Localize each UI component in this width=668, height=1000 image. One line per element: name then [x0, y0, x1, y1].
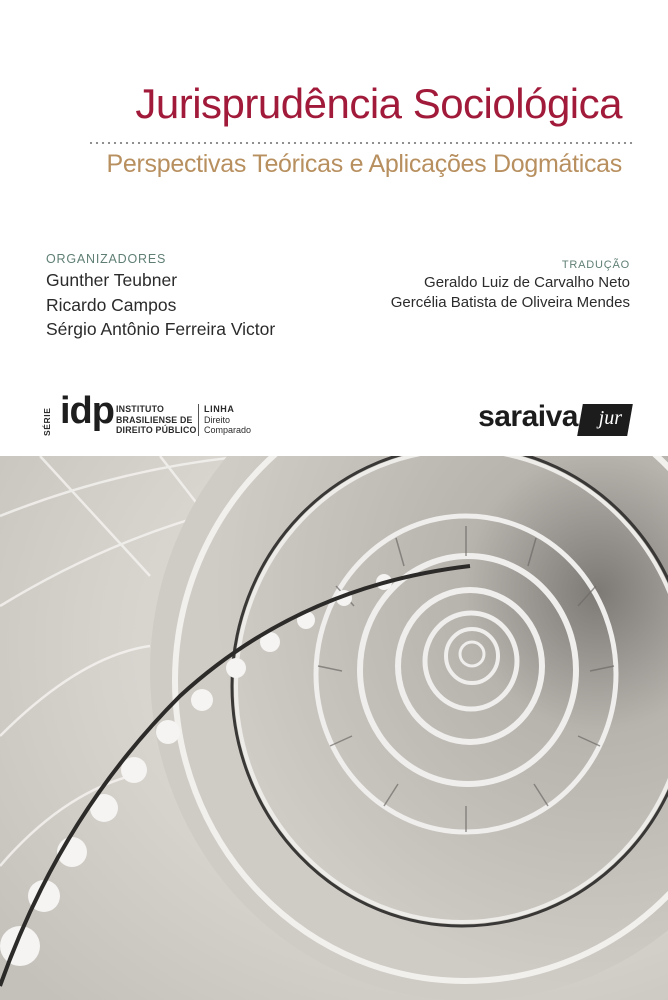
translator-name: Geraldo Luiz de Carvalho Neto — [424, 274, 630, 291]
serie-label: SÉRIE — [42, 407, 52, 436]
organizer-name: Gunther Teubner — [46, 270, 178, 290]
spiral-staircase-photo — [0, 456, 668, 1000]
series-divider — [198, 404, 199, 436]
institute-line: BRASILIENSE DE — [116, 414, 193, 425]
jur-tag: jur — [598, 407, 622, 429]
translators-list — [391, 273, 630, 313]
translator-name: Gercélia Batista de Oliveira Mendes — [390, 294, 630, 311]
institute-line: DIREITO PÚBLICO — [116, 425, 197, 435]
idp-logo: idp — [60, 390, 114, 432]
organizer-name: Sérgio Antônio Ferreira Victor — [46, 319, 276, 339]
translation-label: TRADUÇÃO — [561, 259, 630, 271]
book-subtitle: Perspectivas Teóricas e Aplicações Dogmáticas — [106, 150, 622, 178]
publisher-logo — [450, 398, 630, 438]
linha-line: Comparado — [204, 425, 252, 435]
linha-line: Direito — [204, 414, 231, 425]
series-logo — [42, 390, 262, 440]
publisher-word: saraiva — [478, 400, 578, 433]
linha-label: LINHA — [204, 404, 235, 414]
institute-name — [116, 404, 197, 436]
book-title: Jurisprudência Sociológica — [135, 80, 622, 127]
linha-block — [204, 404, 251, 436]
institute-line: INSTITUTO — [116, 404, 165, 414]
organizers-label: ORGANIZADORES — [46, 252, 167, 266]
title-dotted-divider — [88, 142, 634, 144]
organizers-list — [46, 268, 275, 342]
organizer-name: Ricardo Campos — [46, 294, 177, 315]
